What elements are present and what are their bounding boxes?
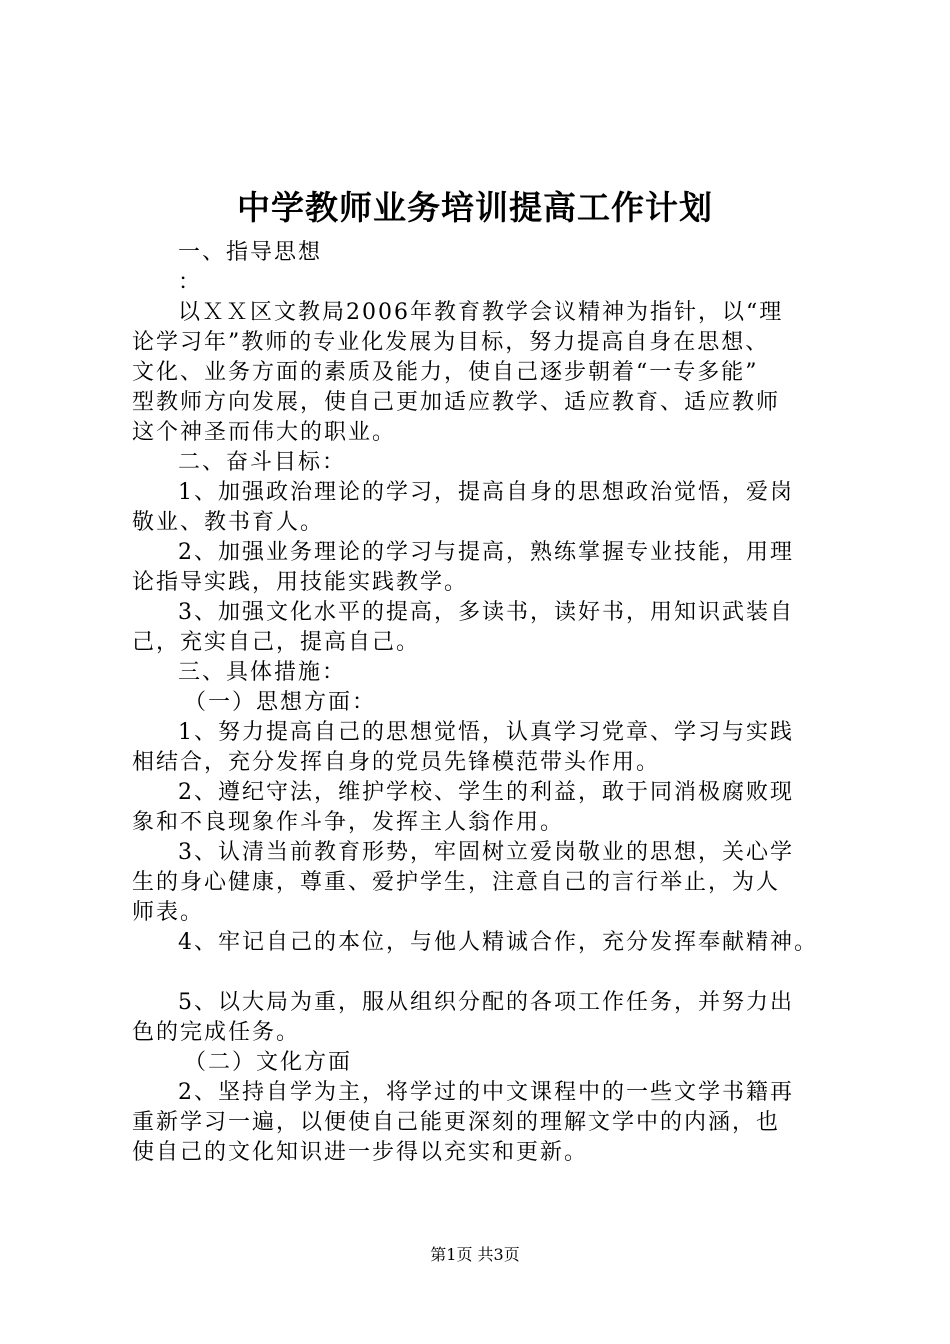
- paragraph-line: 2、加强业务理论的学习与提高，熟练掌握专业技能，用理: [178, 540, 794, 565]
- paragraph-line: 敬业、教书育人。: [132, 510, 325, 535]
- paragraph-line: 重新学习一遍，以便使自己能更深刻的理解文学中的内涵，也: [132, 1110, 781, 1135]
- paragraph-line: 这个神圣而伟大的职业。: [132, 420, 397, 445]
- document-body: [132, 238, 832, 1168]
- blank-line: [132, 958, 832, 988]
- paragraph-line: 己，充实自己，提高自己。: [132, 630, 421, 655]
- page-number-footer: 第1页 共3页: [430, 1245, 520, 1264]
- subsection-heading: （二）文化方面: [184, 1050, 353, 1075]
- paragraph-line: 1、努力提高自己的思想觉悟，认真学习党章、学习与实践: [178, 720, 794, 745]
- paragraph-line: 1、加强政治理论的学习，提高自身的思想政治觉悟，爱岗: [178, 480, 794, 505]
- paragraph-line: 型教师方向发展，使自己更加适应教学、适应教育、适应教师: [132, 390, 781, 415]
- paragraph-line: 使自己的文化知识进一步得以充实和更新。: [132, 1140, 589, 1165]
- paragraph-line: 3、加强文化水平的提高，多读书，读好书，用知识武装自: [178, 600, 794, 625]
- paragraph-line: 5、以大局为重，服从组织分配的各项工作任务，并努力出: [178, 990, 794, 1015]
- section-heading: 三、具体措施：: [178, 660, 347, 685]
- paragraph-line: 4、牢记自己的本位，与他人精诚合作，充分发挥奉献精神。: [178, 930, 818, 955]
- subsection-heading: （一）思想方面：: [184, 690, 377, 715]
- paragraph-line: 论指导实践，用技能实践教学。: [132, 570, 469, 595]
- section-heading: 二、奋斗目标：: [178, 450, 347, 475]
- paragraph-line: 2、遵纪守法，维护学校、学生的利益，敢于同消极腐败现: [178, 780, 794, 805]
- paragraph-line: 师表。: [132, 900, 205, 925]
- paragraph-line: ：: [178, 270, 203, 295]
- paragraph-line: 以ＸＸ区文教局2006年教育教学会议精神为指针，以“理: [178, 300, 784, 325]
- section-heading: 一、指导思想: [178, 240, 323, 265]
- paragraph-line: 生的身心健康，尊重、爱护学生，注意自己的言行举止，为人: [132, 870, 781, 895]
- paragraph-line: 3、认清当前教育形势，牢固树立爱岗敬业的思想，关心学: [178, 840, 794, 865]
- paragraph-line: 相结合，充分发挥自身的党员先锋模范带头作用。: [132, 750, 661, 775]
- paragraph-line: 论学习年”教师的专业化发展为目标，努力提高自身在思想、: [132, 330, 770, 355]
- paragraph-line: 文化、业务方面的素质及能力，使自己逐步朝着“一专多能”: [132, 360, 759, 385]
- paragraph-line: 2、坚持自学为主，将学过的中文课程中的一些文学书籍再: [178, 1080, 794, 1105]
- document-title: 中学教师业务培训提高工作计划: [237, 188, 713, 227]
- paragraph-line: 色的完成任务。: [132, 1020, 301, 1045]
- paragraph-line: 象和不良现象作斗争，发挥主人翁作用。: [132, 810, 565, 835]
